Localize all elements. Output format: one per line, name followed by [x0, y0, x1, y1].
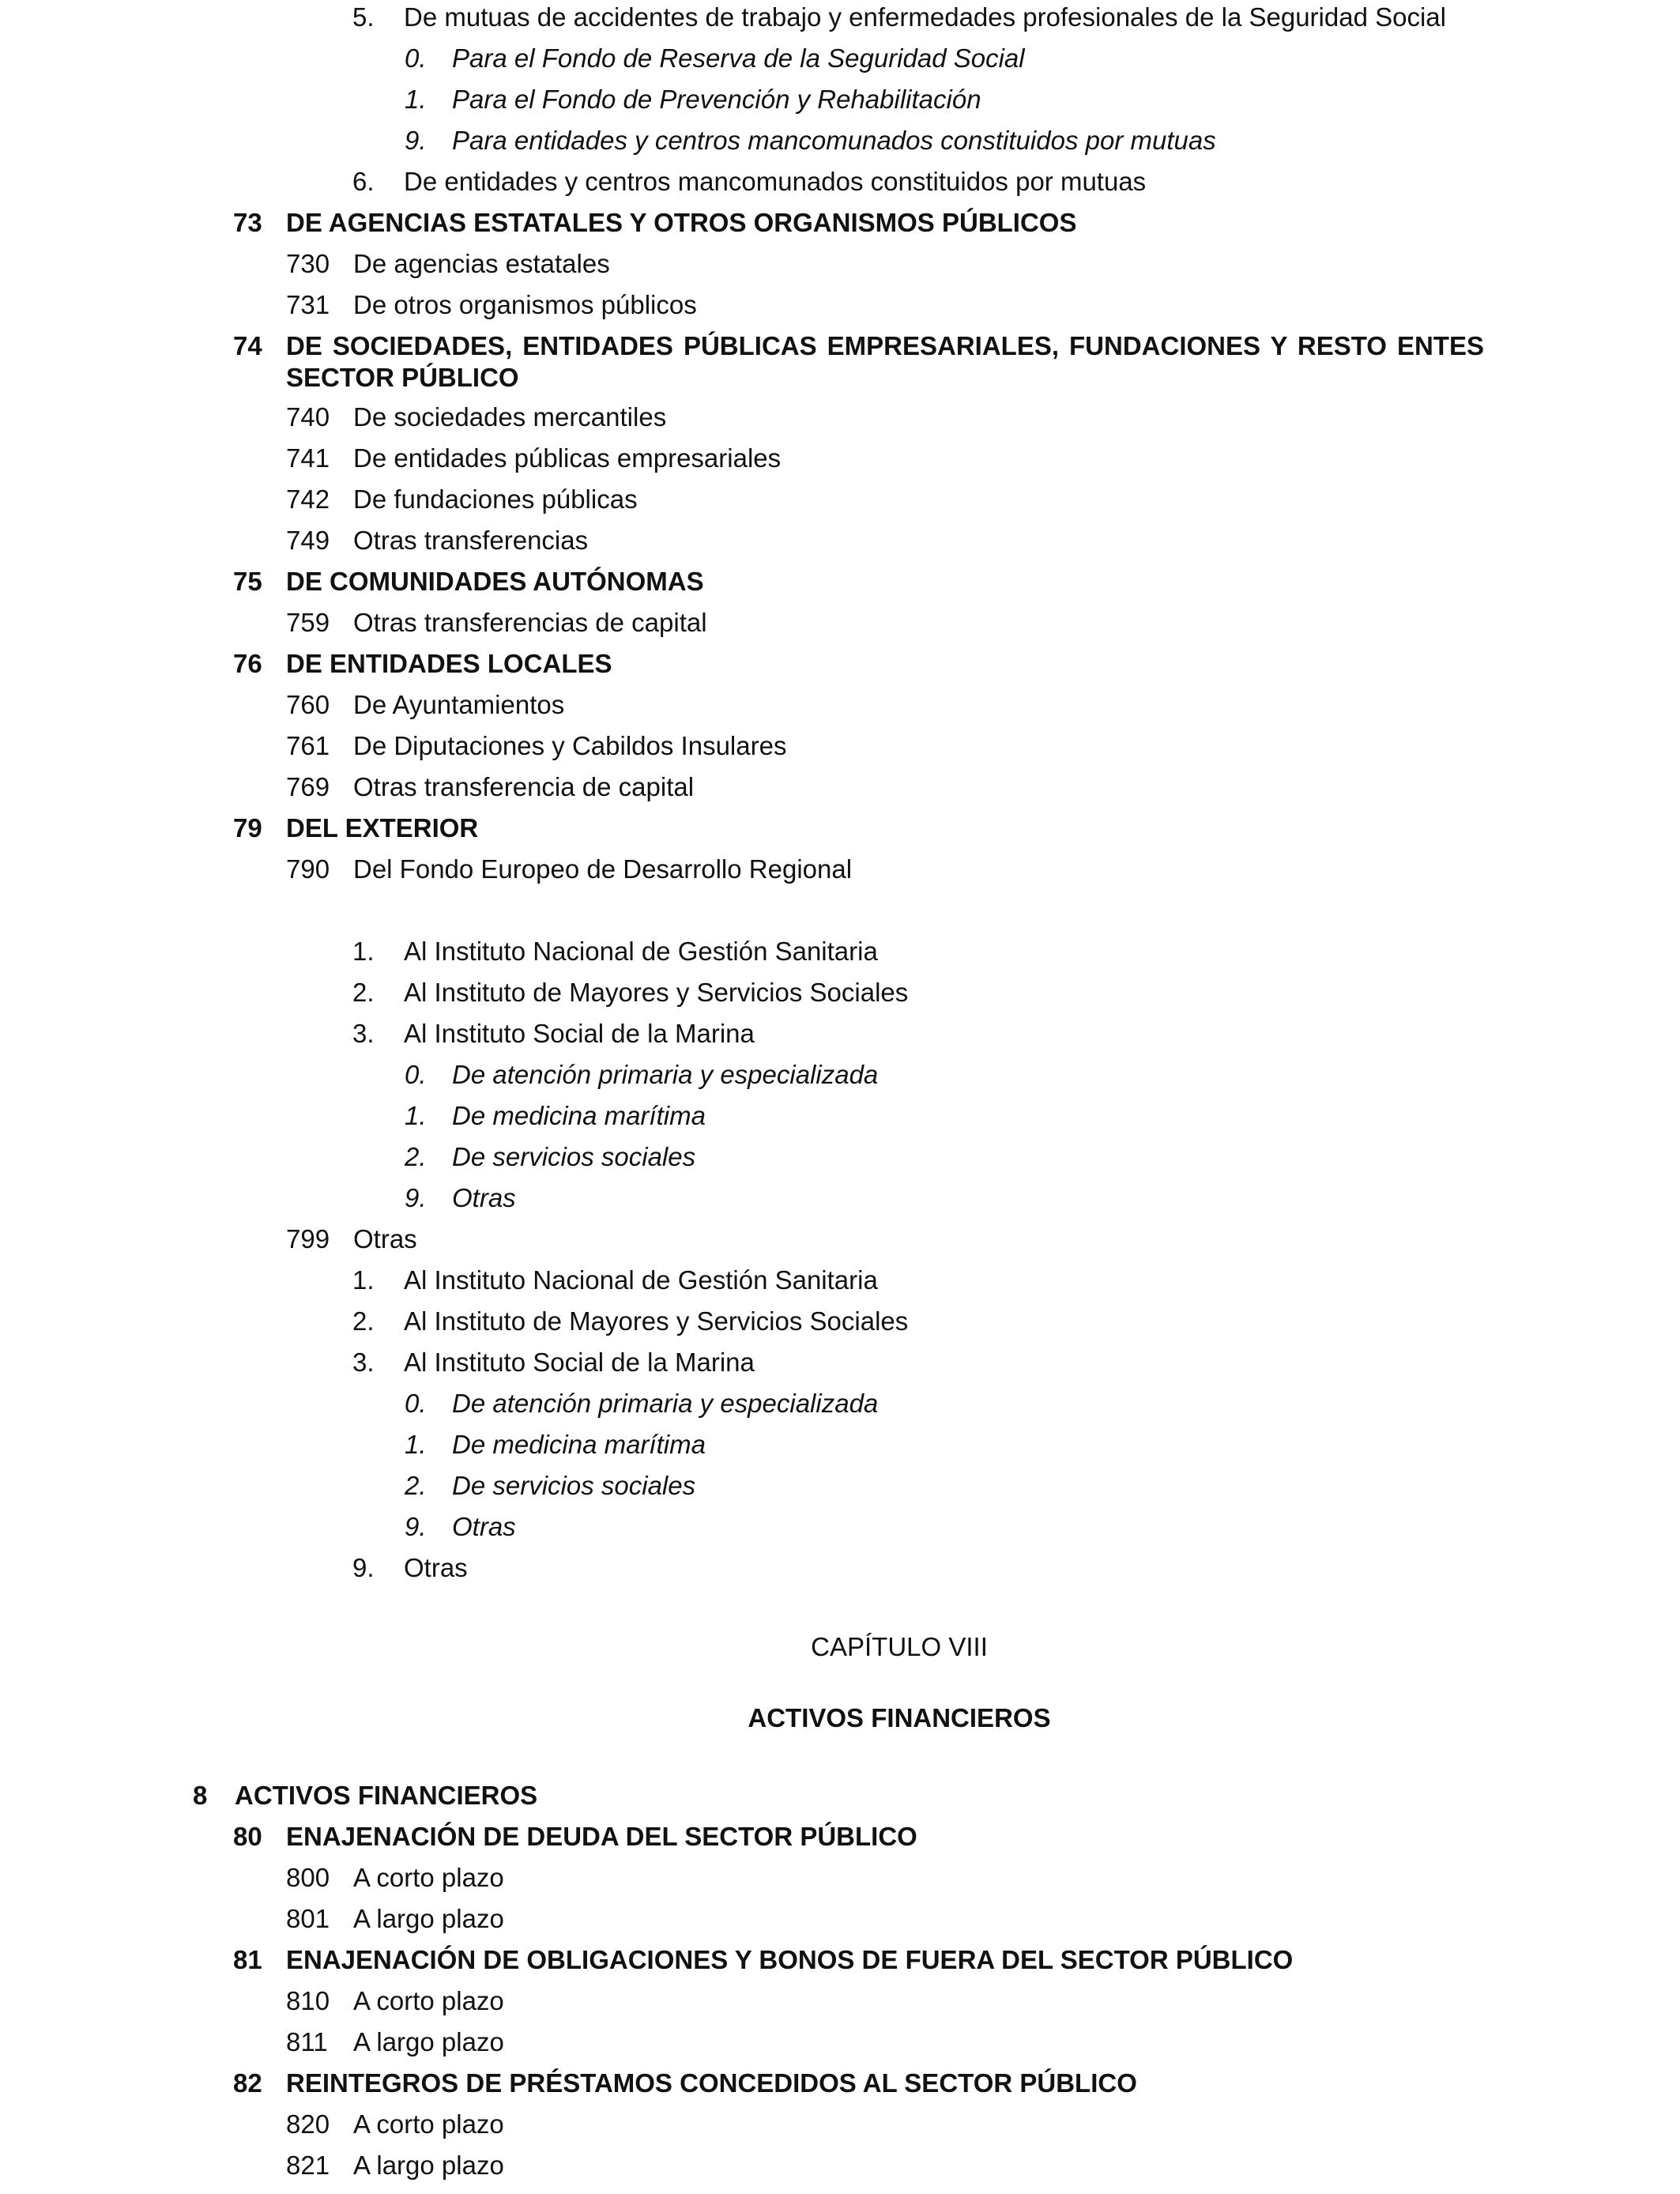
outline-label: REINTEGROS DE PRÉSTAMOS CONCEDIDOS AL SECTOR PÚBLICO — [286, 2068, 1137, 2098]
outline-code: 730 — [286, 249, 330, 278]
outline-label: DE SOCIEDADES, ENTIDADES PÚBLICAS EMPRESARIALES, FUNDACIONES Y RESTO ENTES SECTOR PÚBLICO — [286, 331, 1484, 392]
outline-label: Al Instituto de Mayores y Servicios Sociales — [404, 1306, 909, 1336]
outline-code: 749 — [286, 526, 330, 555]
outline-label: Otras transferencia de capital — [353, 772, 695, 801]
outline-code: 0. — [405, 1389, 427, 1418]
outline-code: 800 — [286, 1863, 330, 1892]
outline-label: De medicina marítima — [452, 1101, 706, 1130]
outline-code: 741 — [286, 443, 330, 473]
outline-label: Otras — [404, 1553, 468, 1582]
outline-code: 75 — [233, 567, 262, 596]
outline-code: 82 — [233, 2068, 262, 2098]
outline-label: DE COMUNIDADES AUTÓNOMAS — [286, 567, 704, 596]
outline-code: 80 — [233, 1822, 262, 1851]
outline-code: 1. — [405, 1101, 427, 1130]
outline-code: 9. — [405, 1512, 427, 1541]
outline-code: 740 — [286, 402, 330, 432]
outline-code: 1. — [405, 1430, 427, 1459]
outline-code: 820 — [286, 2109, 330, 2139]
outline-label: De entidades públicas empresariales — [353, 443, 782, 473]
outline-code: 731 — [286, 290, 330, 319]
outline-code: 742 — [286, 484, 330, 514]
outline-label: DEL EXTERIOR — [286, 813, 479, 843]
outline-code: 790 — [286, 854, 330, 884]
outline-label: Otras — [353, 1224, 417, 1253]
outline-code: 760 — [286, 690, 330, 719]
outline-code: 1. — [352, 937, 375, 966]
outline-code: 76 — [233, 649, 262, 678]
outline-code: 0. — [405, 1060, 427, 1089]
outline-chapter-title-line — [59, 1702, 1680, 1734]
outline-code: 3. — [352, 1019, 375, 1048]
outline-code: 73 — [233, 208, 262, 237]
heading-text: CAPÍTULO VIII — [811, 1632, 988, 1661]
outline-label: De sociedades mercantiles — [353, 402, 667, 432]
outline-code: 2. — [405, 1471, 427, 1500]
outline-label: De Diputaciones y Cabildos Insulares — [353, 731, 787, 760]
outline-label: DE ENTIDADES LOCALES — [286, 649, 612, 678]
outline-label: De servicios sociales — [452, 1471, 696, 1500]
outline-code: 769 — [286, 772, 330, 801]
outline-label: A largo plazo — [353, 2027, 504, 2056]
outline-code: 759 — [286, 608, 330, 637]
outline-code: 810 — [286, 1986, 330, 2015]
outline-label: Al Instituto de Mayores y Servicios Sociales — [404, 978, 909, 1007]
outline-label: Otras transferencias de capital — [353, 608, 707, 637]
outline-code: 1. — [405, 85, 427, 114]
outline-label: Otras — [452, 1183, 516, 1212]
outline-label: ENAJENACIÓN DE OBLIGACIONES Y BONOS DE FUERA DEL SECTOR PÚBLICO — [286, 1945, 1294, 1974]
outline-label: Para entidades y centros mancomunados constituidos por mutuas — [452, 126, 1216, 155]
outline-label: De mutuas de accidentes de trabajo y enfermedades profesionales de la Seguridad Social — [404, 2, 1446, 32]
outline-code: 811 — [286, 2027, 328, 2056]
outline-label: Del Fondo Europeo de Desarrollo Regional — [353, 854, 853, 884]
outline-label: A largo plazo — [353, 2151, 504, 2180]
outline-label: Al Instituto Social de la Marina — [404, 1019, 755, 1048]
outline-label: Otras transferencias — [353, 526, 589, 555]
outline-code: 761 — [286, 731, 330, 760]
outline-chapter-line — [59, 1631, 1680, 1663]
outline-code: 81 — [233, 1945, 262, 1974]
outline-label: De otros organismos públicos — [353, 290, 697, 319]
outline-code: 799 — [286, 1224, 330, 1253]
outline-code: 801 — [286, 1904, 330, 1933]
outline-code: 2. — [405, 1142, 427, 1171]
outline-label: De atención primaria y especializada — [452, 1060, 879, 1089]
outline-code: 74 — [233, 331, 262, 360]
outline-label: Al Instituto Social de la Marina — [404, 1348, 755, 1377]
outline-code: 9. — [405, 1183, 427, 1212]
outline-label: Para el Fondo de Prevención y Rehabilitación — [452, 85, 981, 114]
outline-label: Para el Fondo de Reserva de la Seguridad Social — [452, 43, 1025, 73]
outline-code: 0. — [405, 43, 427, 73]
outline-label: DE AGENCIAS ESTATALES Y OTROS ORGANISMOS PÚBLICOS — [286, 208, 1077, 237]
outline-code: 8 — [193, 1781, 208, 1810]
outline-label: De atención primaria y especializada — [452, 1389, 879, 1418]
outline-label: Otras — [452, 1512, 516, 1541]
outline-label: Al Instituto Nacional de Gestión Sanitaria — [404, 937, 878, 966]
outline-code: 821 — [286, 2151, 330, 2180]
outline-code: 3. — [352, 1348, 375, 1377]
outline-label: De fundaciones públicas — [353, 484, 638, 514]
outline-code: 5. — [352, 2, 375, 32]
outline-label: A corto plazo — [353, 1986, 504, 2015]
outline-code: 79 — [233, 813, 262, 843]
outline-code: 1. — [352, 1265, 375, 1295]
outline-label: A corto plazo — [353, 2109, 504, 2139]
outline-label: Al Instituto Nacional de Gestión Sanitaria — [404, 1265, 878, 1295]
outline-label: A largo plazo — [353, 1904, 504, 1933]
outline-label: De entidades y centros mancomunados constituidos por mutuas — [404, 167, 1147, 196]
outline-code: 6. — [352, 167, 375, 196]
heading-text: ACTIVOS FINANCIEROS — [748, 1703, 1051, 1732]
outline-code: 9. — [352, 1553, 375, 1582]
outline-label: De agencias estatales — [353, 249, 610, 278]
outline-code: 2. — [352, 1306, 375, 1336]
outline-label: De medicina marítima — [452, 1430, 706, 1459]
outline-label: ACTIVOS FINANCIEROS — [235, 1781, 538, 1810]
outline-label: De Ayuntamientos — [353, 690, 565, 719]
outline-label: ENAJENACIÓN DE DEUDA DEL SECTOR PÚBLICO — [286, 1822, 917, 1851]
outline-code: 9. — [405, 126, 427, 155]
outline-code: 2. — [352, 978, 375, 1007]
outline-label: A corto plazo — [353, 1863, 504, 1892]
outline-label: De servicios sociales — [452, 1142, 696, 1171]
